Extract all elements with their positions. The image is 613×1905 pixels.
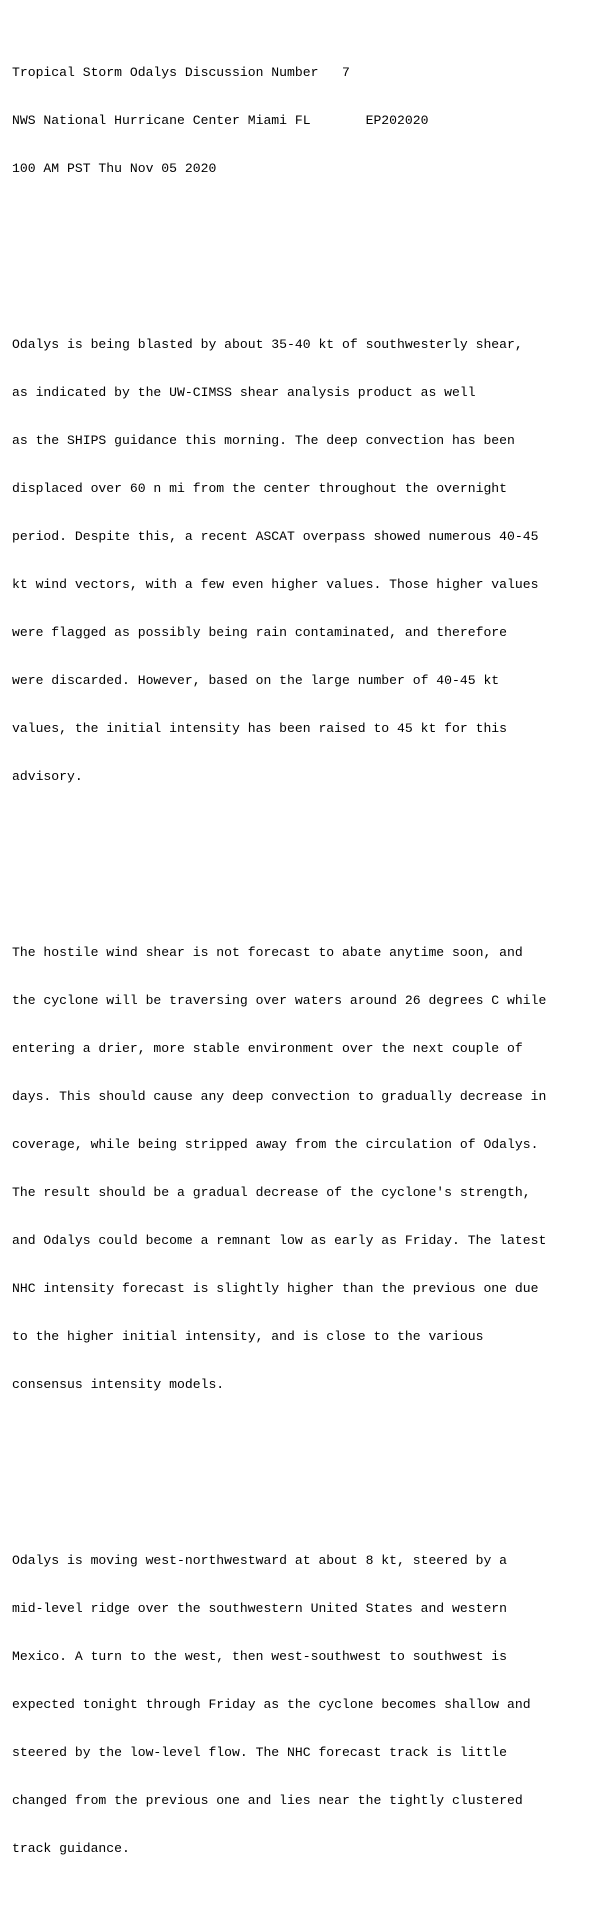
text-line: were discarded. However, based on the large number of 40-45 kt	[12, 673, 500, 688]
text-line: track guidance.	[12, 1841, 130, 1856]
discussion-document	[12, 1, 612, 1905]
text-line: Mexico. A turn to the west, then west-southwest to southwest is	[12, 1649, 508, 1664]
text-line: days. This should cause any deep convection to gradually decrease in	[12, 1089, 547, 1104]
text-line: NHC intensity forecast is slightly higher than the previous one due	[12, 1281, 539, 1296]
text-line: the cyclone will be traversing over waters around 26 degrees C while	[12, 993, 547, 1008]
text-line: The result should be a gradual decrease of the cyclone's strength,	[12, 1185, 531, 1200]
text-line: period. Despite this, a recent ASCAT overpass showed numerous 40-45	[12, 529, 539, 544]
text-line: to the higher initial intensity, and is close to the various	[12, 1329, 484, 1344]
paragraph-track	[12, 1521, 612, 1889]
header-block	[12, 33, 612, 209]
text-line: mid-level ridge over the southwestern United States and western	[12, 1601, 508, 1616]
spacer	[12, 1457, 612, 1473]
office-line: NWS National Hurricane Center Miami FL EP202020	[12, 113, 429, 128]
text-line: Odalys is moving west-northwestward at about 8 kt, steered by a	[12, 1553, 508, 1568]
text-line: entering a drier, more stable environment over the next couple of	[12, 1041, 523, 1056]
text-line: coverage, while being stripped away from the circulation of Odalys.	[12, 1137, 539, 1152]
text-line: and Odalys could become a remnant low as early as Friday. The latest	[12, 1233, 547, 1248]
paragraph-intensity	[12, 305, 612, 817]
text-line: advisory.	[12, 769, 83, 784]
text-line: expected tonight through Friday as the cyclone becomes shallow and	[12, 1697, 531, 1712]
spacer	[12, 241, 612, 257]
spacer	[12, 849, 612, 865]
paragraph-forecast	[12, 913, 612, 1425]
text-line: values, the initial intensity has been raised to 45 kt for this	[12, 721, 508, 736]
text-line: were flagged as possibly being rain contaminated, and therefore	[12, 625, 508, 640]
text-line: Odalys is being blasted by about 35-40 kt of southwesterly shear,	[12, 337, 523, 352]
text-line: displaced over 60 n mi from the center throughout the overnight	[12, 481, 508, 496]
issue-time-line: 100 AM PST Thu Nov 05 2020	[12, 161, 217, 176]
text-line: changed from the previous one and lies near the tightly clustered	[12, 1793, 523, 1808]
text-line: The hostile wind shear is not forecast to abate anytime soon, and	[12, 945, 523, 960]
discussion-title-line: Tropical Storm Odalys Discussion Number 7	[12, 65, 350, 80]
text-line: kt wind vectors, with a few even higher values. Those higher values	[12, 577, 539, 592]
text-line: consensus intensity models.	[12, 1377, 225, 1392]
text-line: steered by the low-level flow. The NHC forecast track is little	[12, 1745, 508, 1760]
text-line: as the SHIPS guidance this morning. The deep convection has been	[12, 433, 515, 448]
text-line: as indicated by the UW-CIMSS shear analysis product as well	[12, 385, 476, 400]
